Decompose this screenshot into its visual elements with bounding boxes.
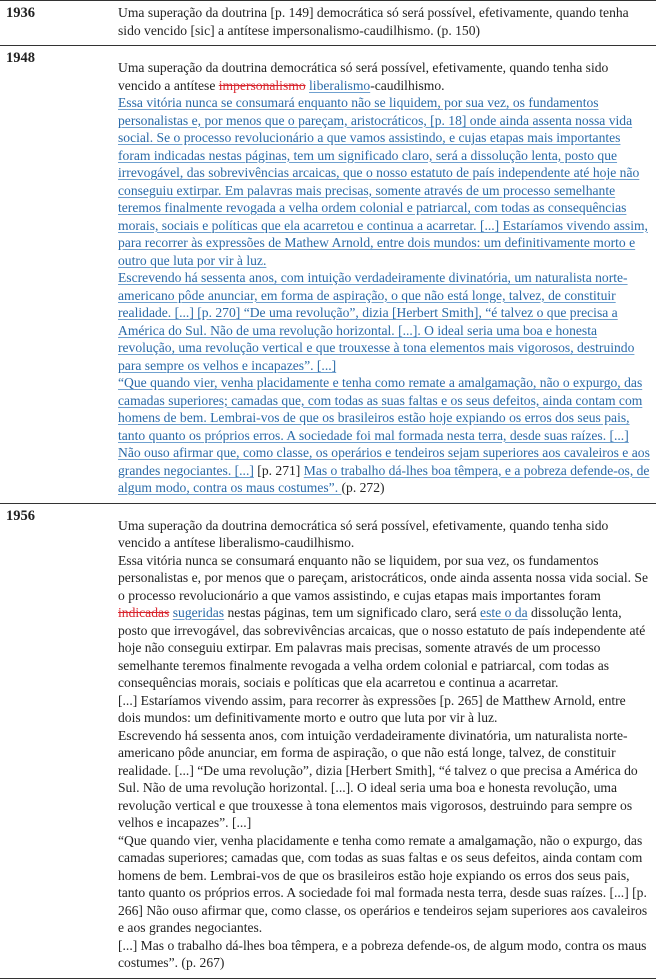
paragraph [118,692,650,727]
edition-text [108,46,656,504]
deleted-text: impersonalismo [218,77,306,93]
text-segment: [p. 271] [253,462,304,478]
text-segment: Uma superação da doutrina [p. 149] democrática só será possível, efetivamente, quando tenha sido vencido [sic] a antítese impersonalismo-caudilhismo. (p. 150) [118,5,629,38]
inserted-text: este o da [480,605,528,620]
deleted-text: indicadas [118,605,170,620]
table-row-1936 [0,1,656,46]
text-segment: Uma superação da doutrina democrática só será possível, efetivamente, quando tenha sido vencido a antítese liberalismo-caudilhismo. [118,517,609,550]
text-segment: Escrevendo há sessenta anos, com intuição verdadeiramente divinatória, um naturalista norte-americano pôde anunciar, em forma de aspiração, o que não está longe, talvez, de constituir realidade. [...] “De uma revolução”, dizia [Herbert Smith], “é talvez o que precisa a América do Sul. Não de uma revolução horizontal. [...]. O ideal seria uma boa e honesta revolução, uma revolução vertical e que trouxesse à tona elementos mais vigorosos, destruindo para sempre os velhos e incapazes”. [...] [118,727,638,830]
paragraph [118,4,650,39]
paragraph [118,937,650,972]
paragraph [118,832,650,937]
table-row-1956 [0,503,656,978]
edition-text [108,1,656,46]
table-body [0,1,656,979]
inserted-text: Mas o trabalho dá-lhes boa têmpera, e a pobreza defende-os, de algum modo, contra os maus costumes”. [118,462,650,495]
text-segment: “Que quando vier, venha placidamente e tenha como remate a amalgamação, não o expurgo, das camadas superiores; camadas que, com todas as suas faltas e os seus defeitos, ainda contam com homens de bem. Lembrai-vos de que os brasileiros estão hoje expiando os erros dos seus pais, tanto quanto os próprios erros. A sociedade foi mal formada nesta terra, desde suas raízes. [...] [p. 266] Não ouso afirmar que, como classe, os operários e tendeiros sejam superiores aos cavaleiros e aos grandes negociantes. [118,832,648,935]
year-label: 1948 [6,50,35,66]
paragraph [118,94,650,269]
year-label: 1936 [6,5,35,21]
text-segment: (p. 272) [341,480,385,495]
table-row-1948 [0,46,656,504]
paragraph [118,517,650,552]
paragraph [118,59,650,94]
paragraph [118,552,650,692]
text-segment: -caudilhismo. [370,77,445,93]
text-segment: nestas páginas, tem um significado claro, será [224,605,481,620]
inserted-text: “Que quando vier, venha placidamente e tenha como remate a amalgamação, não o expurgo, das camadas superiores; camadas que, com todas as suas faltas e os seus defeitos, ainda contam com homens de bem. Lembrai-vos de que os brasileiros estão hoje expiando os erros dos seus pais, tanto quanto os próprios erros. A sociedade foi mal formada nesta terra, desde suas raízes. [...] Não ouso afirmar que, como classe, os operários e tendeiros sejam superiores aos cavaleiros e aos grandes negociantes. [...] [118,375,650,478]
text-segment: dissolução lenta, posto que irrevogável, das sobrevivências arcaicas, que o nosso estatuto de país independente até hoje não conseguiu extirpar. Em palavras mais precisas, somente através de um processo semelhante teremos finalmente revogada a velha ordem colonial e patriarcal, com todas as consequências morais, sociais e políticas que ela acarretou e continua a acarretar. [118,605,646,690]
paragraph [118,269,650,374]
paragraph [118,727,650,832]
inserted-text: liberalismo [309,77,371,93]
inserted-text: Essa vitória nunca se consumará enquanto não se liquidem, por sua vez, os fundamentos personalistas e, por menos que o pareçam, aristocráticos, [p. 18] onde ainda assenta nossa vida social. Se o processo revolucionário a que vamos assistindo, e cujas etapas mais importantes foram indicadas nestas páginas, tem um significado claro, será a dissolução lenta, posto que irrevogável, das sobrevivências arcaicas, que o nosso estatuto de país independente até hoje não conseguiu extirpar. Em palavras mais precisas, somente através de um processo semelhante teremos finalmente revogada a velha ordem colonial e patriarcal, com todas as consequências morais, sociais e políticas que ela acarretou e continua a acarretar. [...] Estaríamos vivendo assim, para recorrer às expressões de Mathew Arnold, entre dois mundos: um definitivamente morto e outro que luta por vir à luz. [118,95,648,268]
inserted-text: Escrevendo há sessenta anos, com intuição verdadeiramente divinatória, um naturalista norte-americano pôde anunciar, em forma de aspiração, o que não está longe, talvez, de constituir realidade. [...] [p. 270] “De uma revolução”, dizia [Herbert Smith], “é talvez o que precisa a América do Sul. Não de uma revolução horizontal. [...]. O ideal seria uma boa e honesta revolução, uma revolução vertical e que trouxesse à tona elementos mais vigorosos, destruindo para sempre os velhos e incapazes”. [...] [118,270,635,373]
edition-text [108,503,656,978]
text-segment: Uma superação da doutrina democrática só será possível, efetivamente, quando tenha sido vencido a antítese [118,60,609,93]
text-segment: [...] Estaríamos vivendo assim, para recorrer às expressões [p. 265] de Matthew Arnold, entre dois mundos: um definitivamente morto e outro que luta por vir à luz. [118,692,626,725]
text-segment: [...] Mas o trabalho dá-lhes boa têmpera, e a pobreza defende-os, de algum modo, contra os maus costumes”. (p. 267) [118,937,647,970]
inserted-text: sugeridas [172,605,225,620]
paragraph [118,374,650,497]
text-segment: Essa vitória nunca se consumará enquanto não se liquidem, por sua vez, os fundamentos personalistas e, por menos que o pareçam, aristocráticos, onde ainda assenta nossa vida social. Se o processo revolucionário a que vamos assistindo, e cujas etapas mais importantes foram [118,552,648,603]
year-label: 1956 [6,507,35,524]
